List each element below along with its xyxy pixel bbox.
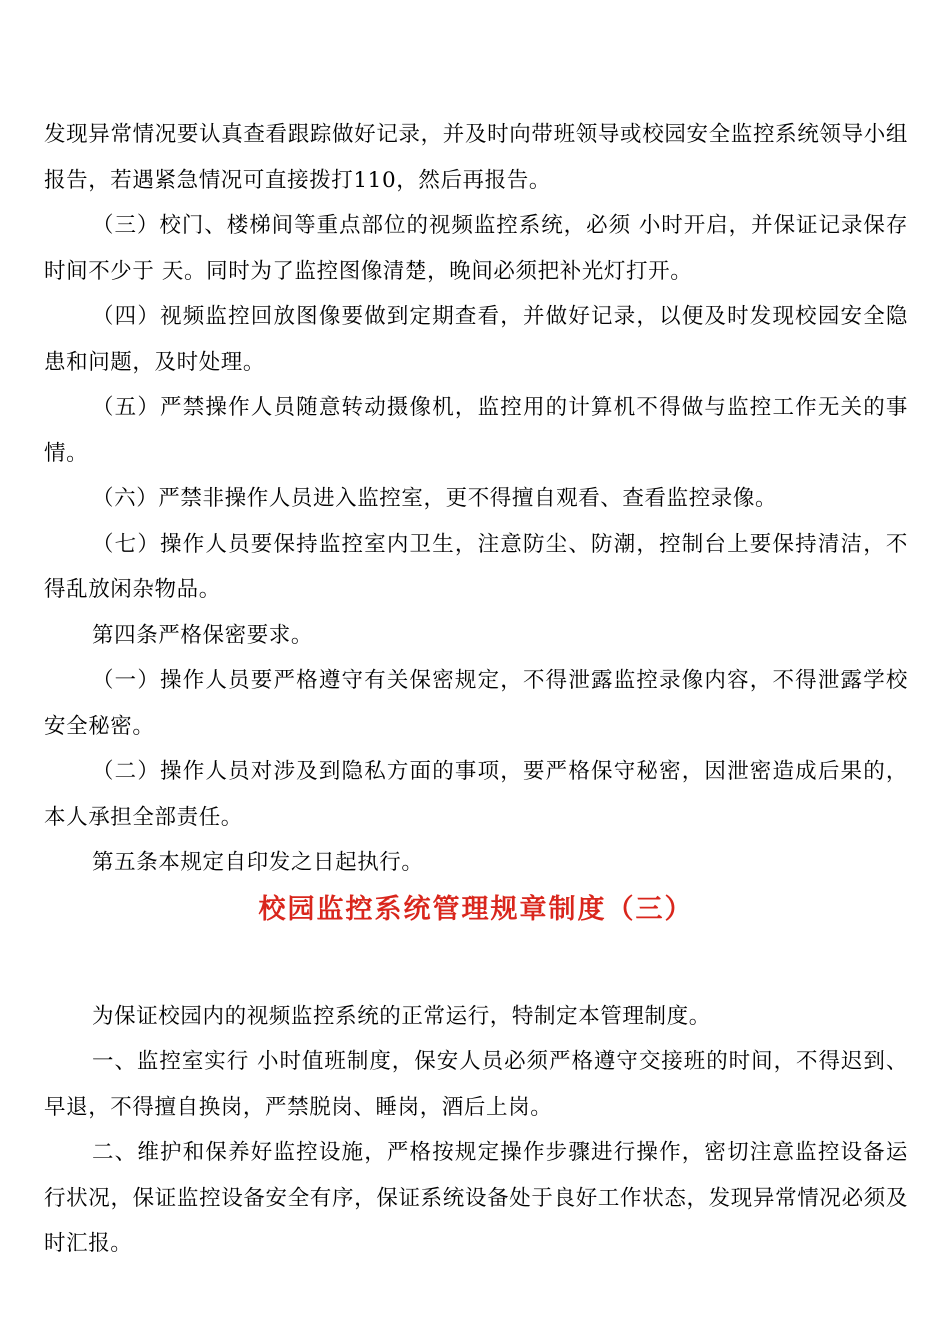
paragraph-item-3: （三）校门、楼梯间等重点部位的视频监控系统，必须 小时开启，并保证记录保存时间不少于 天。同时为了监控图像清楚，晚间必须把补光灯打开。 [44, 213, 908, 284]
paragraph-rule-2: 二、维护和保养好监控设施，严格按规定操作步骤进行操作，密切注意监控设备运行状况，保证监控设备安全有序，保证系统设备处于良好工作状态，发现异常情况必须及时汇报。 [44, 1140, 908, 1256]
paragraph-item-5: （五）严禁操作人员随意转动摄像机，监控用的计算机不得做与监控工作无关的事情。 [44, 395, 908, 466]
paragraph-rule-1: 一、监控室实行 小时值班制度，保安人员必须严格遵守交接班的时间，不得迟到、早退，不得擅自换岗，严禁脱岗、睡岗，酒后上岗。 [44, 1049, 908, 1120]
section-title: 校园监控系统管理规章制度（三） [258, 893, 694, 925]
article-4-heading: 第四条严格保密要求。 [92, 622, 314, 648]
paragraph-intro: 为保证校园内的视频监控系统的正常运行，特制定本管理制度。 [92, 1003, 711, 1029]
title-spacing [44, 930, 908, 994]
paragraph-confidentiality-2: （二）操作人员对涉及到隐私方面的事项，要严格保守秘密，因泄密造成后果的，本人承担全部责任。 [44, 759, 908, 830]
paragraph-item-4: （四）视频监控回放图像要做到定期查看，并做好记录，以便及时发现校园安全隐患和问题，及时处理。 [44, 304, 908, 375]
paragraph-item-7: （七）操作人员要保持监控室内卫生，注意防尘、防潮，控制台上要保持清洁，不得乱放闲杂物品。 [44, 531, 908, 602]
document-page [44, 112, 908, 1267]
paragraph-continuation: 发现异常情况要认真查看跟踪做好记录，并及时向带班领导或校园安全监控系统领导小组报告，若遇紧急情况可直接拨打110，然后再报告。 [44, 122, 908, 193]
paragraph-item-6: （六）严禁非操作人员进入监控室，更不得擅自观看、查看监控录像。 [92, 486, 778, 511]
article-5: 第五条本规定自印发之日起执行。 [92, 850, 424, 875]
paragraph-confidentiality-1: （一）操作人员要严格遵守有关保密规定，不得泄露监控录像内容，不得泄露学校安全秘密。 [44, 668, 908, 739]
